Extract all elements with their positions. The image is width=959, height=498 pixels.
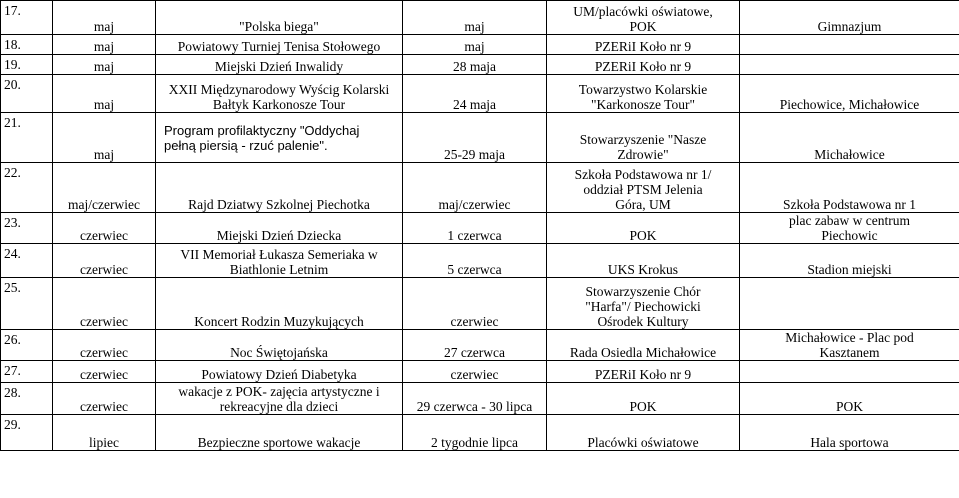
place-cell	[740, 163, 959, 213]
cell-line: PZERiI Koło nr 9	[594, 39, 692, 54]
date-cell: maj/czerwiec	[403, 163, 547, 213]
row-number: 18.	[1, 35, 53, 55]
place-cell	[740, 1, 959, 35]
month-cell: czerwiec	[53, 244, 156, 278]
cell-line: Kasztanem	[819, 345, 880, 360]
month-cell: czerwiec	[53, 361, 156, 383]
cell-line: rekreacyjne dla dzieci	[219, 399, 339, 414]
cell-line: Szkoła Podstawowa nr 1/	[574, 167, 712, 182]
event-cell	[156, 1, 403, 35]
row-number: 19.	[1, 55, 53, 75]
cell-line: PZERiI Koło nr 9	[594, 59, 692, 74]
row-number: 28.	[1, 383, 53, 415]
place-cell	[740, 75, 959, 113]
cell-line: Stadion miejski	[807, 262, 892, 277]
cell-line: Bezpieczne sportowe wakacje	[197, 435, 361, 450]
month-cell: czerwiec	[53, 278, 156, 330]
cell-line: UM/placówki oświatowe,	[573, 4, 713, 19]
cell-line: POK	[629, 399, 657, 414]
cell-line: Michałowice - Plac pod	[785, 330, 914, 345]
month-cell: czerwiec	[53, 213, 156, 244]
date-cell: 28 maja	[403, 55, 547, 75]
date-cell: 29 czerwca - 30 lipca	[403, 383, 547, 415]
cell-line: Towarzystwo Kolarskie	[578, 82, 708, 97]
table-row	[1, 163, 959, 213]
table-row	[1, 35, 959, 55]
event-cell	[156, 75, 403, 113]
organizer-cell	[547, 113, 740, 163]
date-cell: 5 czerwca	[403, 244, 547, 278]
event-cell	[156, 361, 403, 383]
date-cell: maj	[403, 35, 547, 55]
row-number: 29.	[1, 415, 53, 451]
date-cell: czerwiec	[403, 278, 547, 330]
place-cell	[740, 415, 959, 451]
date-cell: czerwiec	[403, 361, 547, 383]
place-cell	[740, 35, 959, 55]
place-cell	[740, 244, 959, 278]
event-cell	[156, 213, 403, 244]
row-number: 26.	[1, 330, 53, 361]
table-row	[1, 361, 959, 383]
month-cell: maj	[53, 113, 156, 163]
event-cell	[156, 383, 403, 415]
organizer-cell	[547, 75, 740, 113]
date-cell: 27 czerwca	[403, 330, 547, 361]
table-row	[1, 113, 959, 163]
table-row	[1, 1, 959, 35]
event-cell	[156, 278, 403, 330]
date-cell: 2 tygodnie lipca	[403, 415, 547, 451]
organizer-cell	[547, 383, 740, 415]
cell-line: XXII Międzynarodowy Wyścig Kolarski	[168, 82, 390, 97]
place-cell	[740, 361, 959, 383]
cell-line: oddział PTSM Jelenia	[583, 182, 703, 197]
row-number: 21.	[1, 113, 53, 163]
place-cell	[740, 213, 959, 244]
event-cell	[156, 55, 403, 75]
cell-line: Piechowice, Michałowice	[779, 97, 920, 112]
organizer-cell	[547, 415, 740, 451]
organizer-cell	[547, 1, 740, 35]
table-row	[1, 75, 959, 113]
cell-line: Rada Osiedla Michałowice	[569, 345, 717, 360]
table-row	[1, 278, 959, 330]
cell-line: Placówki oświatowe	[587, 435, 699, 450]
date-cell: 1 czerwca	[403, 213, 547, 244]
cell-line: Zdrowie"	[617, 147, 669, 162]
cell-line: "Karkonosze Tour"	[591, 97, 695, 112]
organizer-cell	[547, 330, 740, 361]
cell-line: POK	[629, 228, 657, 243]
cell-line: "Polska biega"	[239, 19, 319, 34]
date-cell: 24 maja	[403, 75, 547, 113]
month-cell: maj	[53, 1, 156, 35]
event-cell	[156, 330, 403, 361]
event-cell	[156, 113, 403, 163]
month-cell: maj	[53, 35, 156, 55]
month-cell: maj	[53, 55, 156, 75]
place-cell	[740, 383, 959, 415]
cell-line: Program profilaktyczny "Oddychaj	[164, 122, 360, 138]
cell-line: POK	[835, 399, 863, 414]
event-cell	[156, 163, 403, 213]
cell-line: Koncert Rodzin Muzykujących	[194, 314, 364, 329]
month-cell: maj	[53, 75, 156, 113]
cell-line: wakacje z POK- zajęcia artystyczne i	[178, 384, 380, 399]
cell-line: Gimnazjum	[817, 19, 882, 34]
month-cell: lipiec	[53, 415, 156, 451]
cell-line: VII Memoriał Łukasza Semeriaka w	[180, 247, 378, 262]
organizer-cell	[547, 35, 740, 55]
cell-line: Bałtyk Karkonosze Tour	[212, 97, 346, 112]
cell-line: UKS Krokus	[607, 262, 679, 277]
date-cell: 25-29 maja	[403, 113, 547, 163]
row-number: 24.	[1, 244, 53, 278]
organizer-cell	[547, 163, 740, 213]
cell-line: Michałowice	[814, 147, 885, 162]
table-row	[1, 213, 959, 244]
organizer-cell	[547, 244, 740, 278]
cell-line: Powiatowy Turniej Tenisa Stołowego	[177, 39, 381, 54]
organizer-cell	[547, 213, 740, 244]
organizer-cell	[547, 361, 740, 383]
events-table-body	[1, 1, 959, 451]
place-cell	[740, 113, 959, 163]
cell-line: Miejski Dzień Dziecka	[216, 228, 342, 243]
row-number: 22.	[1, 163, 53, 213]
cell-line: Noc Świętojańska	[230, 345, 328, 360]
event-cell	[156, 415, 403, 451]
cell-line: plac zabaw w centrum	[788, 213, 911, 228]
cell-line: POK	[629, 19, 657, 34]
cell-line: pełną piersią - rzuć palenie".	[164, 137, 328, 153]
cell-line: Piechowic	[821, 228, 878, 243]
place-cell	[740, 55, 959, 75]
place-cell	[740, 278, 959, 330]
organizer-cell	[547, 278, 740, 330]
row-number: 25.	[1, 278, 53, 330]
month-cell: maj/czerwiec	[53, 163, 156, 213]
row-number: 20.	[1, 75, 53, 113]
cell-line: PZERiI Koło nr 9	[594, 367, 692, 382]
cell-line: Hala sportowa	[810, 435, 889, 450]
cell-line: Rajd Dziatwy Szkolnej Piechotka	[188, 197, 370, 212]
table-row	[1, 383, 959, 415]
row-number: 23.	[1, 213, 53, 244]
cell-line: "Harfa"/ Piechowicki	[585, 299, 701, 314]
month-cell: czerwiec	[53, 330, 156, 361]
event-cell	[156, 244, 403, 278]
cell-line: Szkoła Podstawowa nr 1	[782, 197, 917, 212]
row-number: 17.	[1, 1, 53, 35]
table-row	[1, 244, 959, 278]
date-cell: maj	[403, 1, 547, 35]
place-cell	[740, 330, 959, 361]
cell-line: Miejski Dzień Inwalidy	[214, 59, 344, 74]
table-row	[1, 330, 959, 361]
event-cell	[156, 35, 403, 55]
table-row	[1, 415, 959, 451]
table-row	[1, 55, 959, 75]
row-number: 27.	[1, 361, 53, 383]
organizer-cell	[547, 55, 740, 75]
cell-line: Stowarzyszenie Chór	[585, 284, 701, 299]
cell-line: Biathlonie Letnim	[229, 262, 329, 277]
cell-line: Ośrodek Kultury	[597, 314, 689, 329]
cell-line: Powiatowy Dzień Diabetyka	[201, 367, 357, 382]
cell-line: Góra, UM	[615, 197, 671, 212]
cell-line: Stowarzyszenie "Nasze	[579, 132, 707, 147]
month-cell: czerwiec	[53, 383, 156, 415]
